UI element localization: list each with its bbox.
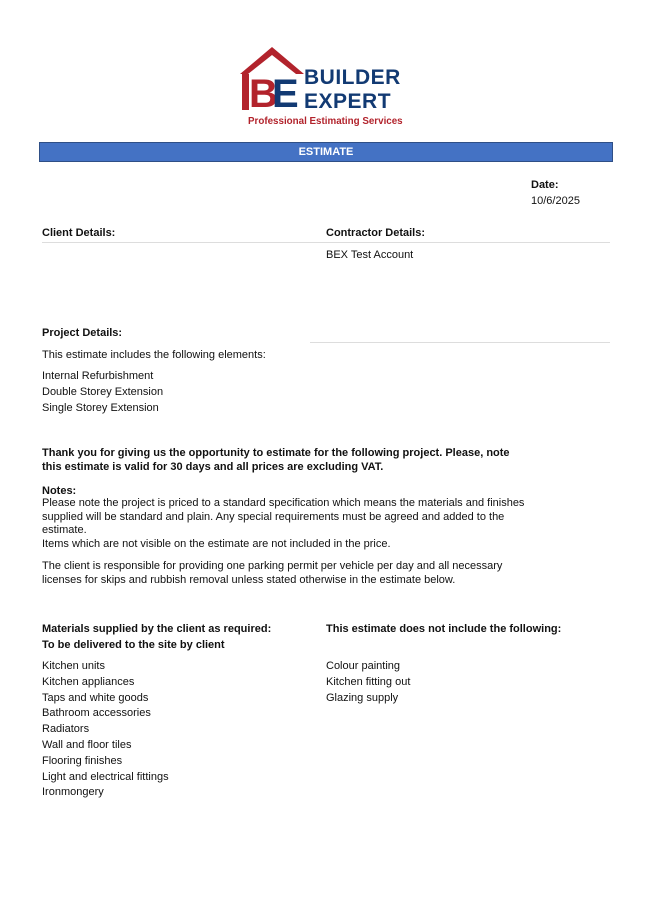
thank-you-note [42,447,510,474]
exclusion-item: Glazing supply [326,691,399,704]
material-item: Bathroom accessories [42,707,151,720]
project-element: Double Storey Extension [42,385,164,398]
logo-tagline: Professional Estimating Services [248,116,403,127]
project-details-label: Project Details: [42,327,123,339]
notes-line: estimate. [42,524,87,536]
client-details-label: Client Details: [42,227,116,239]
date-value: 10/6/2025 [531,195,580,207]
house-logo-icon [238,44,308,112]
notes-text [42,497,542,551]
project-divider [310,342,610,343]
materials-list [42,659,169,801]
svg-text:B: B [249,72,278,112]
materials-subheading: To be delivered to the site by client [42,639,225,651]
permit-note [42,560,542,587]
estimate-banner: ESTIMATE [39,142,613,162]
material-item: Radiators [42,723,90,736]
material-item: Wall and floor tiles [42,738,132,751]
exclusion-item: Colour painting [326,660,400,672]
material-item: Kitchen appliances [42,675,135,688]
exclusions-list [326,659,410,706]
project-intro: This estimate includes the following elements: [42,349,266,361]
material-item: Ironmongery [42,786,104,799]
material-item: Kitchen units [42,660,105,672]
builder-expert-logo [238,44,414,128]
logo-word-builder: BUILDER [304,66,401,89]
svg-text:E: E [272,72,299,112]
contractor-details-label: Contractor Details: [326,227,426,239]
notes-label: Notes: [42,485,77,497]
exclusions-heading: This estimate does not include the following: [326,623,562,635]
material-item: Flooring finishes [42,754,123,767]
material-item: Light and electrical fittings [42,770,169,783]
notes-line: Items which are not visible on the estimate are not included in the price. [42,537,391,550]
project-element: Single Storey Extension [42,401,159,414]
notes-line: Please note the project is priced to a standard specification which means the materials and finishes [42,497,525,509]
date-label: Date: [531,179,559,191]
notes-line: supplied will be standard and plain. Any special requirements must be agreed and added to the [42,510,505,523]
logo-word-expert: EXPERT [304,90,392,113]
thank-you-line: Thank you for giving us the opportunity to estimate for the following project. Please, note [42,447,510,459]
contractor-name: BEX Test Account [326,249,414,261]
permit-line: The client is responsible for providing one parking permit per vehicle per day and all necessary [42,560,503,572]
material-item: Taps and white goods [42,691,149,704]
thank-you-line: this estimate is valid for 30 days and all prices are excluding VAT. [42,460,384,473]
exclusion-item: Kitchen fitting out [326,675,411,688]
project-elements-list [42,369,163,416]
permit-line: licenses for skips and rubbish removal unless stated otherwise in the estimate below. [42,573,456,586]
project-element: Internal Refurbishment [42,370,154,382]
details-divider [42,242,610,243]
materials-heading: Materials supplied by the client as required: [42,623,272,635]
